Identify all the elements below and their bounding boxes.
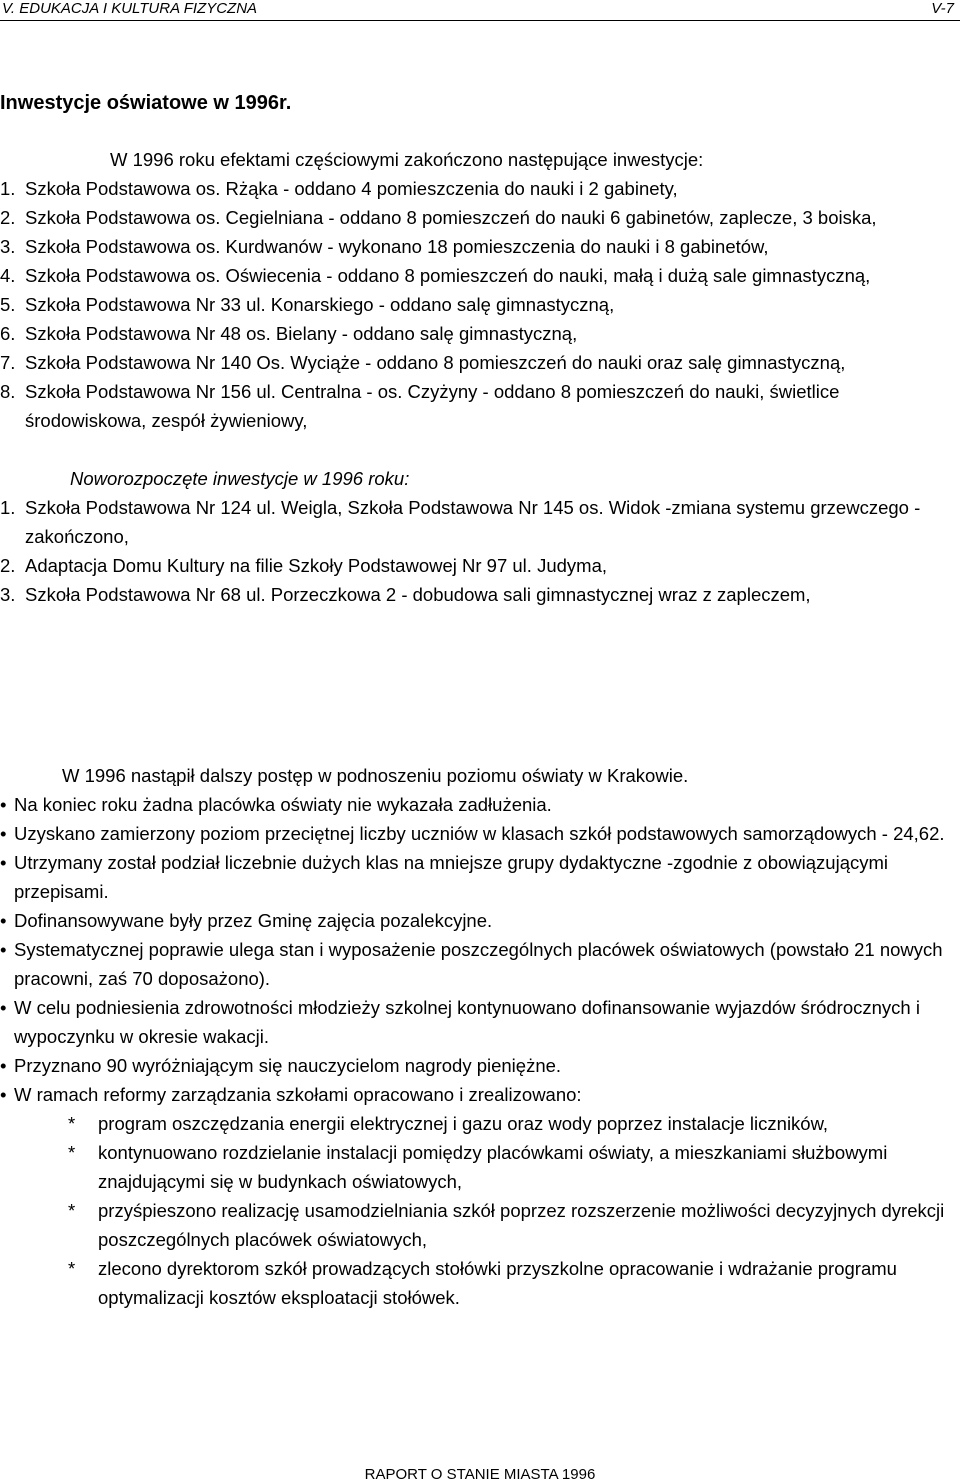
list-item-marker: 5. bbox=[0, 294, 16, 315]
list-item-text: Szkoła Podstawowa Nr 33 ul. Konarskiego - oddano salę gimnastyczną, bbox=[25, 294, 615, 315]
started-heading: Noworozpoczęte inwestycje w 1996 roku: bbox=[70, 468, 410, 489]
sub-item bbox=[0, 1138, 955, 1196]
list-item-marker: 3. bbox=[0, 236, 16, 257]
bullet-item-text: Przyznano 90 wyróżniającym się nauczycielom nagrody pieniężne. bbox=[14, 1055, 562, 1076]
list-item-marker: 6. bbox=[0, 323, 16, 344]
sub-item-marker: * bbox=[68, 1258, 76, 1279]
bullet-item-text: Na koniec roku żadna placówka oświaty nie wykazała zadłużenia. bbox=[14, 794, 552, 815]
bullet-item bbox=[0, 1051, 955, 1080]
bullet-item bbox=[0, 819, 955, 848]
list-item-marker: 3. bbox=[0, 584, 16, 605]
completed-intro: W 1996 roku efektami częściowymi zakończono następujące inwestycje: bbox=[110, 149, 704, 170]
sub-item bbox=[0, 1109, 955, 1138]
list-item-marker: 7. bbox=[0, 352, 16, 373]
bullet-item-text: Systematycznej poprawie ulega stan i wyposażenie poszczególnych placówek oświatowych (powstało 21 nowych pracowni, zaś 70 doposażono). bbox=[14, 939, 943, 989]
bullet-item-marker: • bbox=[0, 1084, 7, 1105]
list-item-text: Szkoła Podstawowa os. Kurdwanów - wykonano 18 pomieszczenia do nauki i 8 gabinetów, bbox=[25, 236, 769, 257]
sub-item-marker: * bbox=[68, 1200, 76, 1221]
list-item-marker: 1. bbox=[0, 497, 16, 518]
list-item bbox=[0, 551, 955, 580]
sub-item-text: przyśpieszono realizację usamodzielniania szkół poprzez rozszerzenie możliwości decyzyjnych dyrekcji poszczególnych placówek oświatowych, bbox=[98, 1200, 945, 1250]
bullet-item-marker: • bbox=[0, 1055, 7, 1076]
sub-item-text: program oszczędzania energii elektrycznej i gazu oraz wody poprzez instalacje liczników, bbox=[98, 1113, 829, 1134]
sub-item-marker: * bbox=[68, 1113, 76, 1134]
progress-intro: W 1996 nastąpił dalszy postęp w podnoszeniu poziomu oświaty w Krakowie. bbox=[62, 765, 689, 786]
sub-item bbox=[0, 1254, 955, 1312]
bullet-item-text: W ramach reformy zarządzania szkołami opracowano i zrealizowano: bbox=[14, 1084, 582, 1105]
list-item bbox=[0, 493, 955, 551]
bullet-item-text: Utrzymany został podział liczebnie dużych klas na mniejsze grupy dydaktyczne -zgodnie z obowiązującymi przepisami. bbox=[14, 852, 889, 902]
started-list bbox=[0, 493, 955, 609]
bullet-item bbox=[0, 993, 955, 1051]
list-item-text: Szkoła Podstawowa Nr 48 os. Bielany - oddano salę gimnastyczną, bbox=[25, 323, 578, 344]
sub-item bbox=[0, 1196, 955, 1254]
bullet-item-marker: • bbox=[0, 997, 7, 1018]
list-item bbox=[0, 580, 955, 609]
list-item-text: Szkoła Podstawowa Nr 156 ul. Centralna - os. Czyżyny - oddano 8 pomieszczeń do nauki, świetlice środowiskowa, zespół żywieniowy, bbox=[25, 381, 840, 431]
list-item-marker: 4. bbox=[0, 265, 16, 286]
bullet-item-marker: • bbox=[0, 852, 7, 873]
list-item-text: Szkoła Podstawowa Nr 140 Os. Wyciąże - oddano 8 pomieszczeń do nauki oraz salę gimnastyczną, bbox=[25, 352, 846, 373]
list-item-text: Szkoła Podstawowa os. Rżąka - oddano 4 pomieszczenia do nauki i 2 gabinety, bbox=[25, 178, 678, 199]
sub-item-marker: * bbox=[68, 1142, 76, 1163]
list-item-marker: 2. bbox=[0, 207, 16, 228]
list-item-text: Szkoła Podstawowa Nr 68 ul. Porzeczkowa 2 - dobudowa sali gimnastycznej wraz z zapleczem, bbox=[25, 584, 811, 605]
progress-section bbox=[0, 761, 955, 1312]
bullet-item bbox=[0, 935, 955, 993]
completed-list bbox=[0, 174, 955, 435]
list-item bbox=[0, 348, 955, 377]
bullet-item bbox=[0, 906, 955, 935]
list-item-text: Szkoła Podstawowa Nr 124 ul. Weigla, Szkoła Podstawowa Nr 145 os. Widok -zmiana systemu grzewczego - zakończono, bbox=[25, 497, 921, 547]
header-section-title: V. EDUKACJA I KULTURA FIZYCZNA bbox=[2, 0, 258, 17]
bullet-item bbox=[0, 790, 955, 819]
sub-item-text: zlecono dyrektorom szkół prowadzących stołówki przyszkolne opracowanie i wdrażanie programu optymalizacji kosztów eksploatacji stołówek. bbox=[98, 1258, 897, 1308]
list-item bbox=[0, 174, 955, 203]
bullet-item-text: Uzyskano zamierzony poziom przeciętnej liczby uczniów w klasach szkół podstawowych samorządowych - 24,62. bbox=[14, 823, 945, 844]
bullet-item-text: W celu podniesienia zdrowotności młodzieży szkolnej kontynuowano dofinansowanie wyjazdów śródrocznych i wypoczynku w okresie wakacji. bbox=[14, 997, 920, 1047]
bullet-item bbox=[0, 848, 955, 906]
list-item bbox=[0, 261, 955, 290]
list-item-text: Szkoła Podstawowa os. Oświecenia - oddano 8 pomieszczeń do nauki, małą i dużą sale gimnastyczną, bbox=[25, 265, 871, 286]
list-item bbox=[0, 377, 955, 435]
bullet-item-marker: • bbox=[0, 939, 7, 960]
bullet-item bbox=[0, 1080, 955, 1109]
list-item-text: Adaptacja Domu Kultury na filie Szkoły Podstawowej Nr 97 ul. Judyma, bbox=[25, 555, 607, 576]
bullet-item-marker: • bbox=[0, 794, 7, 815]
list-item bbox=[0, 203, 955, 232]
sub-item-text: kontynuowano rozdzielanie instalacji pomiędzy placówkami oświaty, a mieszkaniami służbowymi znajdującymi się w budynkach oświatowych, bbox=[98, 1142, 888, 1192]
list-item-marker: 1. bbox=[0, 178, 16, 199]
bullet-item-marker: • bbox=[0, 823, 7, 844]
bullet-list bbox=[0, 790, 955, 1312]
list-item-marker: 2. bbox=[0, 555, 16, 576]
bullet-item-marker: • bbox=[0, 910, 7, 931]
page-title: Inwestycje oświatowe w 1996r. bbox=[0, 92, 292, 114]
list-item bbox=[0, 232, 955, 261]
completed-investments-section bbox=[0, 145, 955, 609]
header-page-number: V-7 bbox=[931, 0, 954, 17]
list-item bbox=[0, 290, 955, 319]
page-header bbox=[0, 0, 960, 24]
list-item-marker: 8. bbox=[0, 381, 16, 402]
page-footer: RAPORT O STANIE MIASTA 1996 bbox=[364, 1466, 596, 1483]
list-item-text: Szkoła Podstawowa os. Cegielniana - oddano 8 pomieszczeń do nauki 6 gabinetów, zaplecze, 3 boiska, bbox=[25, 207, 877, 228]
bullet-item-text: Dofinansowywane były przez Gminę zajęcia pozalekcyjne. bbox=[14, 910, 493, 931]
header-rule bbox=[0, 20, 960, 21]
list-item bbox=[0, 319, 955, 348]
